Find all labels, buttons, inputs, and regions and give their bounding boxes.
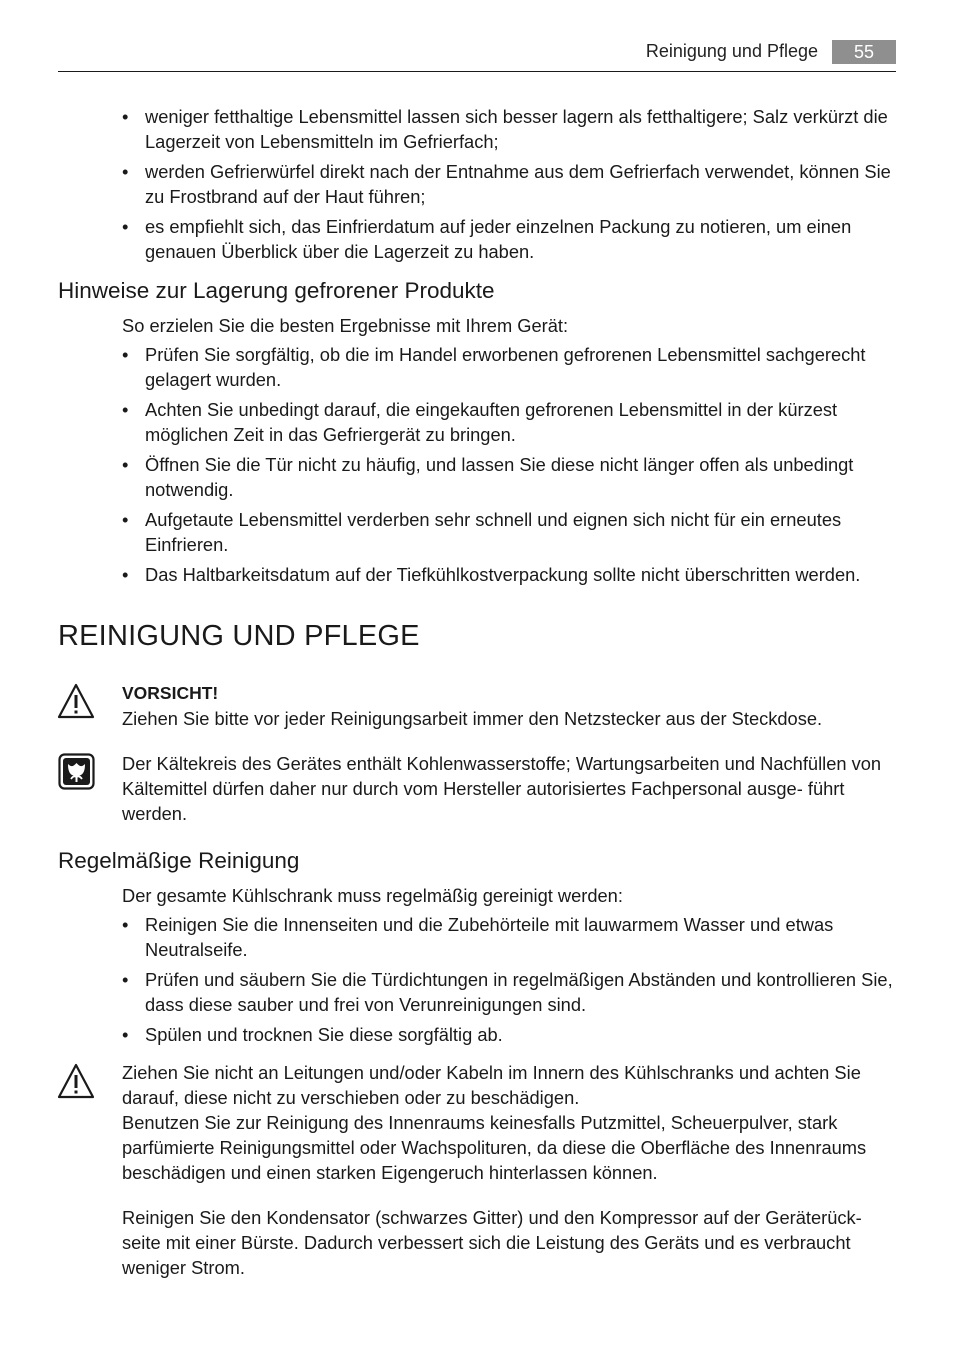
top-bullet-list-container [0,104,954,269]
list-item-text: es empfiehlt sich, das Einfrierdatum auf jeder einzelnen Packung zu notieren, um einen genauen Überblick über die Lagerzeit zu haben. [145,216,852,262]
list-item [0,214,954,264]
warning-text-cables: Ziehen Sie nicht an Leitungen und/oder Kabeln im Innern des Kühlschranks und achten Sie darauf, diese nicht zu verschieben oder zu beschädigen. [122,1062,861,1108]
bullet-icon: • [122,914,129,935]
storage-heading: Hinweise zur Lagerung gefrorener Produkte [58,278,495,303]
bullet-icon: • [122,454,129,475]
list-item-text: Prüfen und säubern Sie die Türdichtungen in regelmäßigen Abständen und kontrollieren Sie, dass diese sauber und frei von Verunreinigungen sind. [145,969,893,1015]
list-item-text: Achten Sie unbedingt darauf, die eingekauften gefrorenen Lebensmittel in der kürzest möglichen Zeit in das Gefriergerät zu bringen. [145,399,838,445]
list-item-text: Spülen und trocknen Sie diese sorgfältig ab. [145,1024,503,1045]
bullet-icon: • [122,344,129,365]
list-item-text: Öffnen Sie die Tür nicht zu häufig, und lassen Sie diese nicht länger offen als unbedingt notwendig. [145,454,854,500]
list-item [0,342,954,392]
warning-triangle-icon [57,683,95,719]
list-item-text: werden Gefrierwürfel direkt nach der Entnahme aus dem Gefrierfach verwendet, können Sie zu Frostbrand auf der Haut führen; [145,161,891,207]
caution-note [122,681,898,731]
storage-bullet-list [0,342,954,587]
header-title: Reinigung und Pflege [645,41,818,61]
environment-note [122,751,898,826]
caution-text: Ziehen Sie bitte vor jeder Reinigungsarbeit immer den Netzstecker aus der Steckdose. [122,708,823,729]
environment-text: Der Kältekreis des Gerätes enthält Kohlenwasserstoffe; Wartungsarbeiten und Nachfüllen von Kältemittel dürfen daher nur durch vom Hersteller autorisiertes Fachpersonal ausge- führt werden. [122,753,882,824]
regular-cleaning-heading: Regelmäßige Reinigung [58,848,300,873]
page-header [58,38,896,72]
list-item-text: Das Haltbarkeitsdatum auf der Tiefkühlkostverpackung sollte nicht überschritten werden. [145,564,861,585]
bullet-icon: • [122,1024,129,1045]
warning-triangle-icon [57,1063,95,1099]
bullet-icon: • [122,161,129,182]
list-item-text: Reinigen Sie die Innenseiten und die Zubehörteile mit lauwarmem Wasser und etwas Neutralseife. [145,914,834,960]
caution-label: VORSICHT! [122,683,219,703]
list-item [0,397,954,447]
condenser-note [122,1205,898,1280]
regular-cleaning-intro: Der gesamte Kühlschrank muss regelmäßig gereinigt werden: [122,885,623,906]
regular-bullet-list-container [0,912,954,1052]
list-item-text: Prüfen Sie sorgfältig, ob die im Handel erworbenen gefrorenen Lebensmittel sachgerecht gelagert wurden. [145,344,866,390]
bullet-icon: • [122,564,129,585]
regular-bullet-list [0,912,954,1047]
storage-intro: So erzielen Sie die besten Ergebnisse mit Ihrem Gerät: [122,315,569,336]
page-title: REINIGUNG UND PFLEGE [58,620,420,652]
bullet-icon: • [122,399,129,420]
list-item [0,1022,954,1047]
bullet-icon: • [122,969,129,990]
bullet-icon: • [122,509,129,530]
page-number: 55 [832,40,896,64]
bullet-icon: • [122,106,129,127]
list-item [0,104,954,154]
environment-flower-icon [58,753,95,790]
bullet-icon: • [122,216,129,237]
list-item-text: Aufgetaute Lebensmittel verderben sehr schnell und eignen sich nicht für ein erneutes Einfrieren. [145,509,842,555]
warning-text-cleaners: Benutzen Sie zur Reinigung des Innenraums keinesfalls Putzmittel, Scheuerpulver, stark parfümierte Reinigungsmittel oder Wachspolituren, da diese die Oberfläche des Innenraums beschädigen und einen starken Eigengeruch hinterlassen können. [122,1112,867,1183]
list-item [0,507,954,557]
cleaning-warning-note [122,1060,898,1185]
list-item [0,452,954,502]
condenser-text: Reinigen Sie den Kondensator (schwarzes Gitter) und den Kompressor auf der Geräterück- seite mit einer Bürste. Dadurch verbessert sich die Leistung des Geräts und es verbraucht weniger Strom. [122,1207,862,1278]
storage-bullet-list-container [0,342,954,592]
top-bullet-list [0,104,954,264]
list-item [0,159,954,209]
list-item [0,912,954,962]
list-item [0,562,954,587]
list-item [0,967,954,1017]
list-item-text: weniger fetthaltige Lebensmittel lassen sich besser lagern als fetthaltigere; Salz verkürzt die Lagerzeit von Lebensmitteln im Gefrierfach; [145,106,888,152]
